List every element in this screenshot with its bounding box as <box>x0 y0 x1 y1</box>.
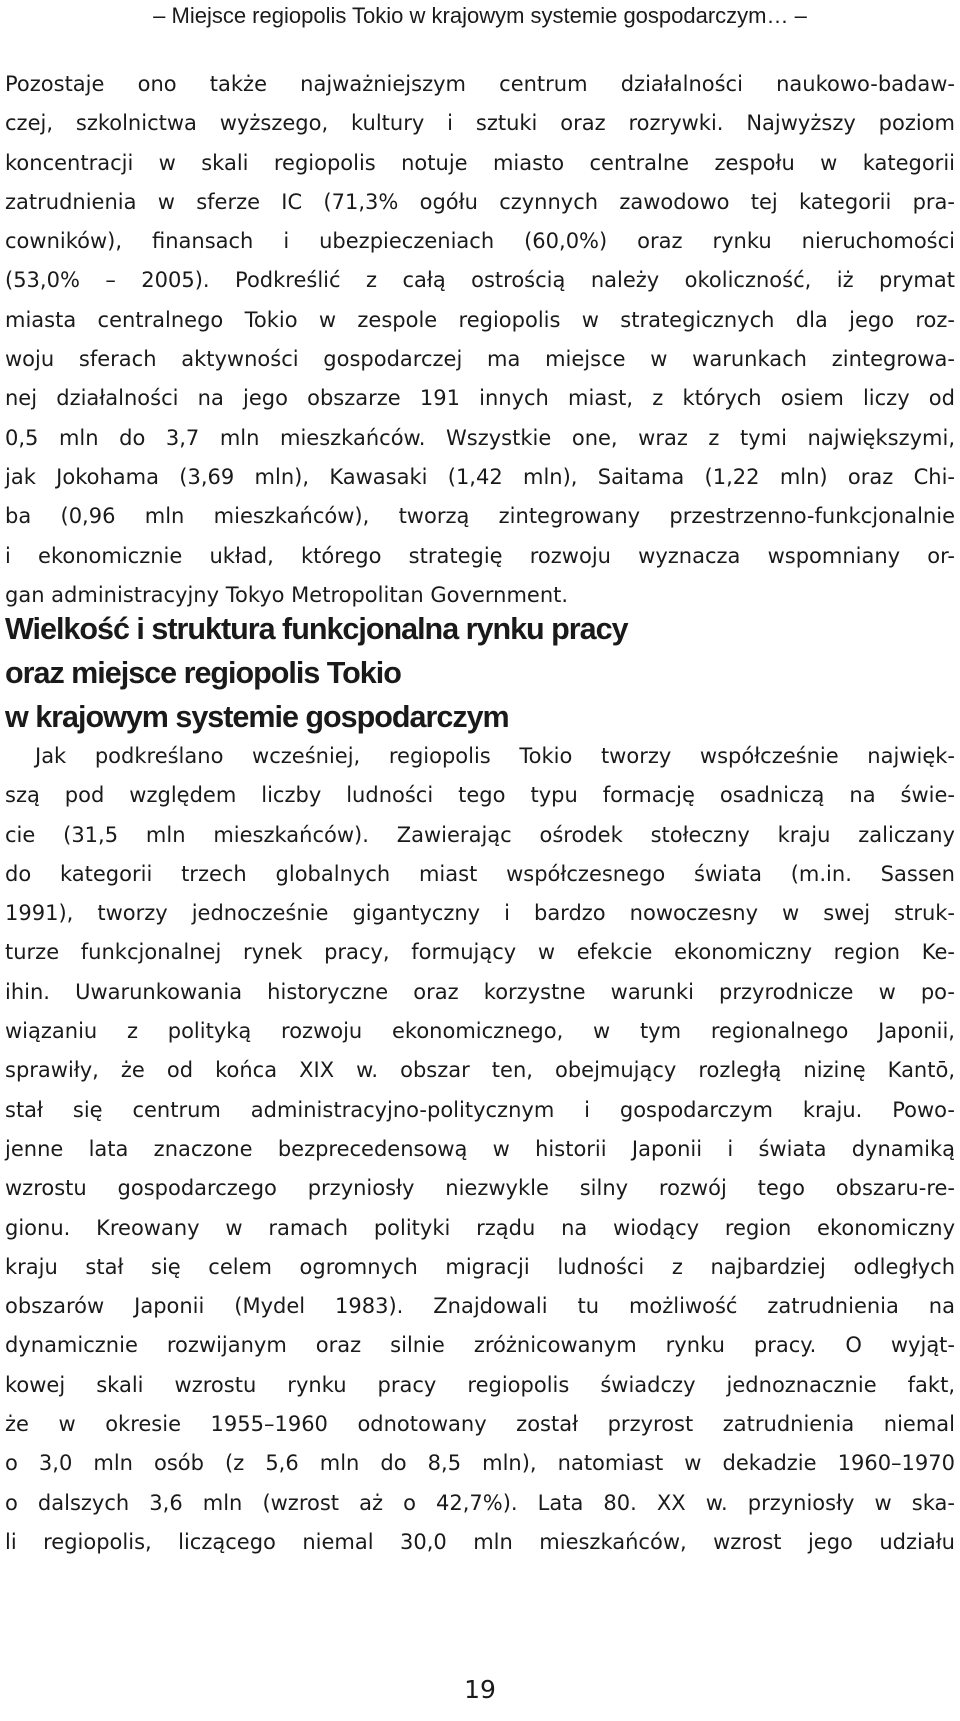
text-line: jenne lata znaczone bezprecedensową w historii Japonii i świata dynamiką <box>5 1136 955 1161</box>
text-line: czej, szkolnictwa wyższego, kultury i sztuki oraz rozrywki. Najwyższy poziom <box>5 111 955 136</box>
page-number: 19 <box>464 1675 496 1704</box>
text-line: cie (31,5 mln mieszkańców). Zawierając ośrodek stołeczny kraju zaliczany <box>5 822 955 847</box>
text-line: dynamicznie rozwijanym oraz silnie zróżnicowanym rynku pracy. O wyjąt- <box>5 1333 955 1358</box>
text-line: nej działalności na jego obszarze 191 innych miast, z których osiem liczy od <box>5 386 955 411</box>
section-heading-line: oraz miejsce regiopolis Tokio <box>5 656 401 690</box>
text-line: 1991), tworzy jednocześnie gigantyczny i bardzo nowoczesny w swej struk- <box>5 901 955 926</box>
text-line: Jak podkreślano wcześniej, regiopolis Tokio tworzy współcześnie najwięk- <box>35 744 955 768</box>
text-line: do kategorii trzech globalnych miast współczesnego świata (m.in. Sassen <box>5 861 955 886</box>
text-line: że w okresie 1955–1960 odnotowany został przyrost zatrudnienia niemal <box>5 1412 955 1437</box>
text-line: i ekonomicznie układ, którego strategię rozwoju wyznacza wspomniany or- <box>5 543 955 568</box>
section-heading <box>5 607 628 739</box>
text-line: jak Jokohama (3,69 mln), Kawasaki (1,42 mln), Saitama (1,22 mln) oraz Chi- <box>5 464 955 489</box>
text-line: miasta centralnego Tokio w zespole regiopolis w strategicznych dla jego roz- <box>5 307 955 332</box>
text-line: gan administracyjny Tokyo Metropolitan Government. <box>5 582 569 607</box>
text-line: o dalszych 3,6 mln (wzrost aż o 42,7%). Lata 80. XX w. przyniosły w ska- <box>5 1490 955 1515</box>
section-heading-line: w krajowym systemie gospodarczym <box>5 700 509 734</box>
text-line: woju sferach aktywności gospodarczej ma miejsce w warunkach zintegrowa- <box>5 347 955 372</box>
text-line: li regiopolis, liczącego niemal 30,0 mln mieszkańców, wzrost jego udziału <box>5 1529 955 1554</box>
running-header: – Miejsce regiopolis Tokio w krajowym systemie gospodarczym… – <box>153 3 807 28</box>
paragraph-intro <box>5 65 955 615</box>
text-line: sprawiły, że od końca XIX w. obszar ten, obejmujący rozległą nizinę Kantō, <box>5 1058 955 1083</box>
text-line: wiązaniu z polityką rozwoju ekonomicznego, w tym regionalnego Japonii, <box>5 1019 955 1044</box>
text-line: (53,0% – 2005). Podkreślić z całą ostrością należy okoliczność, iż prymat <box>5 268 955 293</box>
text-line: obszarów Japonii (Mydel 1983). Znajdowali tu możliwość zatrudnienia na <box>5 1294 955 1319</box>
text-line: wzrostu gospodarczego przyniosły niezwykle silny rozwój tego obszaru-re- <box>5 1176 955 1201</box>
paragraph-labour-market <box>5 737 955 1562</box>
text-line: gionu. Kreowany w ramach polityki rządu na wiodący region ekonomiczny <box>5 1215 955 1240</box>
section-heading-line: Wielkość i struktura funkcjonalna rynku pracy <box>5 612 628 646</box>
text-line: kraju stał się celem ogromnych migracji ludności z najbardziej odległych <box>5 1254 955 1279</box>
text-line: ba (0,96 mln mieszkańców), tworzą zintegrowany przestrzenno-funkcjonalnie <box>5 504 955 529</box>
text-line: zatrudnienia w sferze IC (71,3% ogółu czynnych zawodowo tej kategorii pra- <box>5 189 955 214</box>
text-line: kowej skali wzrostu rynku pracy regiopolis świadczy jednoznacznie fakt, <box>5 1372 955 1397</box>
text-line: stał się centrum administracyjno-politycznym i gospodarczym kraju. Powo- <box>5 1097 955 1122</box>
text-line: szą pod względem liczby ludności tego typu formację osadniczą na świe- <box>5 783 955 808</box>
text-line: koncentracji w skali regiopolis notuje miasto centralne zespołu w kategorii <box>5 150 955 175</box>
text-line: 0,5 mln do 3,7 mln mieszkańców. Wszystkie one, wraz z tymi największymi, <box>5 425 955 450</box>
text-line: cowników), finansach i ubezpieczeniach (60,0%) oraz rynku nieruchomości <box>5 229 955 254</box>
text-line: Pozostaje ono także najważniejszym centrum działalności naukowo-badaw- <box>5 72 955 96</box>
text-line: turze funkcjonalnej rynek pracy, formujący w efekcie ekonomiczny region Ke- <box>5 940 955 965</box>
text-line: o 3,0 mln osób (z 5,6 mln do 8,5 mln), natomiast w dekadzie 1960–1970 <box>5 1451 955 1476</box>
text-line: ihin. Uwarunkowania historyczne oraz korzystne warunki przyrodnicze w po- <box>5 979 955 1004</box>
